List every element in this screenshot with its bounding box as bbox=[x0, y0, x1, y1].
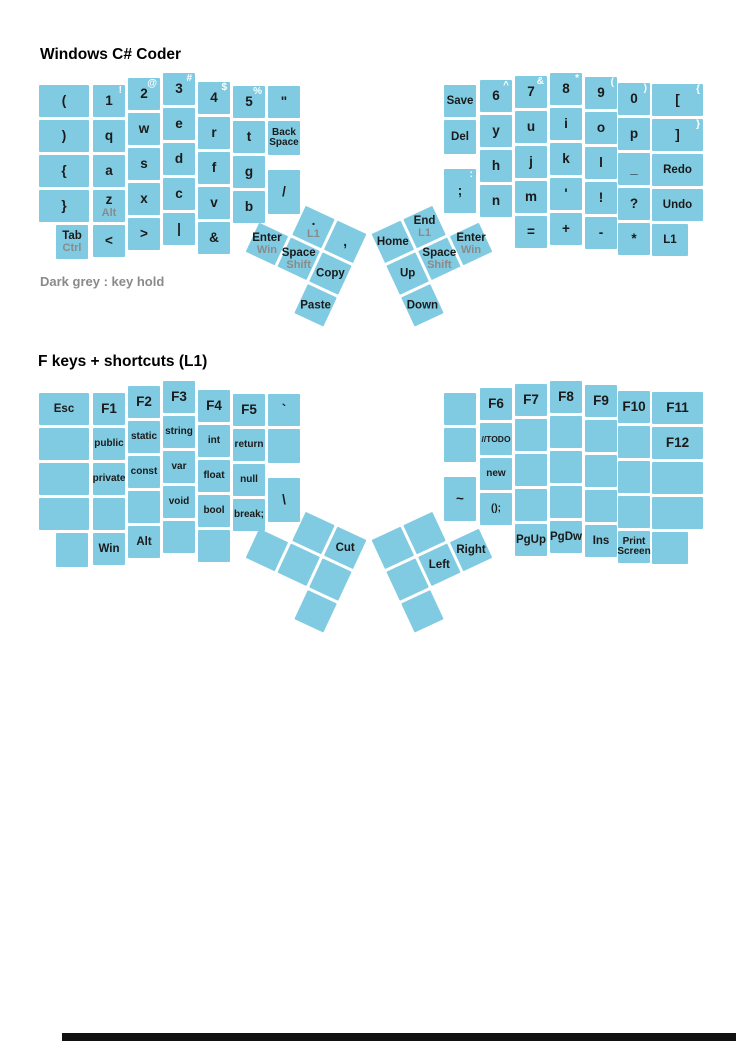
key-label: void bbox=[168, 495, 190, 507]
key-shift-label: @ bbox=[147, 78, 157, 89]
key-symbol bbox=[268, 86, 300, 118]
key-blank bbox=[39, 463, 89, 495]
key-blank bbox=[294, 590, 337, 633]
layout1-title: Windows C# Coder bbox=[40, 46, 182, 63]
key-i bbox=[550, 108, 582, 140]
key-blank bbox=[585, 490, 617, 522]
key-blank bbox=[268, 429, 300, 463]
key-shift-label: ! bbox=[118, 85, 122, 96]
key-symbol bbox=[618, 153, 650, 185]
key-5 bbox=[233, 86, 265, 118]
key-new bbox=[480, 458, 512, 490]
key-down bbox=[401, 284, 444, 327]
key-label: Right bbox=[456, 543, 486, 556]
key-label: 4 bbox=[210, 89, 218, 105]
key-win bbox=[93, 533, 125, 565]
key-blank bbox=[39, 428, 89, 460]
key-symbol bbox=[268, 478, 300, 522]
key-label: return bbox=[234, 438, 264, 450]
key-blank bbox=[401, 590, 444, 633]
key-label: o bbox=[596, 119, 606, 135]
key-null bbox=[233, 464, 265, 496]
key-f2 bbox=[128, 386, 160, 418]
key-8 bbox=[550, 73, 582, 105]
key-blank bbox=[618, 426, 650, 458]
key-label: Back Space bbox=[269, 126, 299, 148]
key-g bbox=[233, 156, 265, 188]
key-public bbox=[93, 428, 125, 460]
key-label: Space bbox=[281, 246, 316, 259]
key-string bbox=[163, 416, 195, 448]
key-label: new bbox=[486, 467, 506, 479]
key-label: y bbox=[492, 122, 500, 138]
key-symbol bbox=[618, 188, 650, 220]
key-label: , bbox=[343, 233, 348, 249]
key-f10 bbox=[618, 391, 650, 423]
key-symbol bbox=[93, 225, 125, 257]
key-label: 9 bbox=[597, 84, 605, 100]
key-label: \ bbox=[282, 491, 286, 507]
key-label: const bbox=[130, 465, 158, 477]
key-label: PgUp bbox=[515, 533, 547, 546]
key-label: Up bbox=[399, 267, 416, 280]
key-blank bbox=[39, 498, 89, 530]
key-blank bbox=[550, 451, 582, 483]
key-symbol bbox=[128, 218, 160, 250]
key-l bbox=[585, 147, 617, 179]
key-label: i bbox=[564, 115, 568, 131]
key-shift-label: : bbox=[469, 169, 473, 180]
key-label: b bbox=[244, 198, 254, 214]
key-6 bbox=[480, 80, 512, 112]
key-print-screen bbox=[618, 531, 650, 563]
key-esc bbox=[39, 393, 89, 425]
key-label: ) bbox=[61, 127, 67, 143]
key-label: F1 bbox=[101, 400, 117, 416]
key-f7 bbox=[515, 384, 547, 416]
key-label: F9 bbox=[593, 392, 609, 408]
key-label: f bbox=[211, 159, 217, 175]
key-f3 bbox=[163, 381, 195, 413]
key-f8 bbox=[550, 381, 582, 413]
key-hold-label: Alt bbox=[101, 207, 117, 220]
key-label: z bbox=[105, 191, 113, 207]
key-label: //TODO bbox=[481, 433, 511, 444]
key-r bbox=[198, 117, 230, 149]
key-label: v bbox=[210, 194, 218, 210]
key-todo bbox=[480, 423, 512, 455]
key-z bbox=[93, 190, 125, 222]
key-blank bbox=[93, 498, 125, 530]
key-y bbox=[480, 115, 512, 147]
key-return bbox=[233, 429, 265, 461]
key-label: F6 bbox=[488, 395, 504, 411]
key-blank bbox=[198, 530, 230, 562]
key-label: a bbox=[105, 162, 113, 178]
key-private bbox=[93, 463, 125, 495]
key-blank bbox=[618, 461, 650, 493]
key-label: Left bbox=[428, 558, 450, 571]
key-label: bool bbox=[203, 504, 225, 516]
key-static bbox=[128, 421, 160, 453]
key-blank bbox=[550, 486, 582, 518]
footer-bar bbox=[62, 1033, 736, 1041]
key-symbol bbox=[39, 155, 89, 187]
key-label: Print Screen bbox=[617, 535, 651, 557]
key-label: Save bbox=[446, 94, 474, 107]
key-pgdw bbox=[550, 521, 582, 553]
key-label: F3 bbox=[171, 388, 187, 404]
key-symbol bbox=[39, 85, 89, 117]
key-t bbox=[233, 121, 265, 153]
key-n bbox=[480, 185, 512, 217]
key-label: private bbox=[92, 472, 126, 484]
key-save bbox=[444, 85, 476, 117]
key-label: Alt bbox=[136, 535, 152, 548]
key-symbol bbox=[585, 217, 617, 249]
key-label: 8 bbox=[562, 80, 570, 96]
key-hold-label: Ctrl bbox=[62, 241, 82, 254]
key-label: Home bbox=[376, 235, 409, 248]
key-label: 7 bbox=[527, 83, 535, 99]
layout2-title: F keys + shortcuts (L1) bbox=[38, 353, 208, 370]
key-label: float bbox=[203, 469, 225, 481]
key-label: string bbox=[165, 425, 193, 437]
key-label: PgDw bbox=[550, 530, 582, 543]
key-label: h bbox=[491, 157, 501, 173]
key-label: ? bbox=[629, 195, 639, 211]
key-symbol bbox=[444, 169, 476, 213]
key-label: F5 bbox=[241, 401, 257, 417]
key-symbol bbox=[618, 223, 650, 255]
key-blank bbox=[515, 419, 547, 451]
key-shift-label: $ bbox=[221, 82, 227, 93]
key-label: ` bbox=[281, 401, 287, 417]
key-label: 0 bbox=[630, 90, 638, 106]
key-label: + bbox=[562, 220, 570, 236]
key-w bbox=[128, 113, 160, 145]
key-label: Space bbox=[422, 246, 457, 259]
key-s bbox=[128, 148, 160, 180]
key-int bbox=[198, 425, 230, 457]
key-label: Enter bbox=[456, 231, 486, 244]
key-f bbox=[198, 152, 230, 184]
key-alt bbox=[128, 526, 160, 558]
key-label: F11 bbox=[666, 399, 689, 415]
key-redo bbox=[652, 154, 703, 186]
key-q bbox=[93, 120, 125, 152]
key-m bbox=[515, 181, 547, 213]
key-b bbox=[233, 191, 265, 223]
key-symbol bbox=[444, 477, 476, 521]
key-shift-label: } bbox=[696, 119, 700, 130]
key-f5 bbox=[233, 394, 265, 426]
key-ins bbox=[585, 525, 617, 557]
key-h bbox=[480, 150, 512, 182]
key-label: g bbox=[244, 163, 254, 179]
key-label: } bbox=[61, 197, 67, 213]
key-f11 bbox=[652, 392, 703, 424]
key-const bbox=[128, 456, 160, 488]
key-label: p bbox=[629, 125, 639, 141]
key-label: var bbox=[171, 460, 187, 472]
key-label: Down bbox=[406, 299, 439, 312]
key-blank bbox=[618, 496, 650, 528]
key-label: Esc bbox=[53, 402, 75, 415]
key-hold-label: L1 bbox=[307, 228, 320, 241]
key-blank bbox=[515, 454, 547, 486]
key-hold-label: Shift bbox=[286, 258, 311, 271]
key-label: 6 bbox=[492, 87, 500, 103]
key-label: d bbox=[174, 150, 184, 166]
key-label: t bbox=[246, 128, 252, 144]
key-label: null bbox=[240, 473, 258, 485]
key-j bbox=[515, 146, 547, 178]
key-blank bbox=[652, 462, 703, 494]
key-label: Del bbox=[451, 130, 469, 143]
key-label: > bbox=[140, 225, 148, 241]
key-label: e bbox=[175, 115, 183, 131]
key-7 bbox=[515, 76, 547, 108]
key-label: Ins bbox=[592, 534, 610, 547]
key-label: Redo bbox=[663, 163, 692, 176]
key-f9 bbox=[585, 385, 617, 417]
key-shift-label: * bbox=[575, 73, 579, 84]
key-label: F4 bbox=[206, 397, 222, 413]
key-label: l bbox=[599, 154, 603, 170]
key-label: public bbox=[94, 437, 124, 449]
key-label: | bbox=[177, 220, 181, 236]
key-label: F12 bbox=[665, 434, 690, 450]
key-label: / bbox=[282, 183, 286, 199]
key-label: End bbox=[413, 214, 436, 227]
key-symbol bbox=[39, 120, 89, 152]
key-shift-label: & bbox=[536, 76, 544, 87]
key-blank bbox=[585, 420, 617, 452]
key-symbol bbox=[268, 170, 300, 214]
key-e bbox=[163, 108, 195, 140]
key-label: 5 bbox=[245, 93, 253, 109]
key-c bbox=[163, 178, 195, 210]
key-label: k bbox=[562, 150, 570, 166]
key-blank bbox=[652, 532, 688, 564]
key-label: static bbox=[130, 430, 158, 442]
key-f4 bbox=[198, 390, 230, 422]
key-label: r bbox=[211, 124, 217, 140]
key-blank bbox=[515, 489, 547, 521]
key-blank bbox=[56, 533, 88, 567]
key-hold-label: Win bbox=[461, 243, 482, 256]
key-label: 2 bbox=[140, 85, 148, 101]
key-label: w bbox=[138, 120, 150, 136]
key-label: F2 bbox=[136, 393, 152, 409]
key-label: = bbox=[527, 223, 535, 239]
key-label: n bbox=[491, 192, 501, 208]
key-label: { bbox=[61, 162, 67, 178]
key-a bbox=[93, 155, 125, 187]
key-u bbox=[515, 111, 547, 143]
key-label: Paste bbox=[300, 299, 331, 312]
key-symbol bbox=[652, 84, 703, 116]
key-label: x bbox=[140, 190, 148, 206]
legend-note: Dark grey : key hold bbox=[40, 274, 165, 289]
key-label: < bbox=[105, 232, 113, 248]
key-label: Tab bbox=[62, 229, 82, 242]
key-label: [ bbox=[675, 91, 680, 107]
key-blank bbox=[444, 428, 476, 462]
key-hold-label: Win bbox=[256, 243, 277, 256]
key-del bbox=[444, 120, 476, 154]
key-label: (); bbox=[491, 502, 501, 514]
key-f1 bbox=[93, 393, 125, 425]
key-v bbox=[198, 187, 230, 219]
key-back-space bbox=[268, 121, 300, 155]
key-9 bbox=[585, 77, 617, 109]
key-label: F10 bbox=[622, 398, 646, 414]
key-label: q bbox=[104, 127, 114, 143]
key-label: Win bbox=[98, 542, 120, 555]
key-label: c bbox=[175, 185, 183, 201]
key-k bbox=[550, 143, 582, 175]
key-label: Undo bbox=[662, 198, 693, 211]
key-label: 1 bbox=[105, 92, 113, 108]
key-break bbox=[233, 499, 265, 531]
key-label: & bbox=[209, 229, 219, 245]
key-blank bbox=[163, 521, 195, 553]
key-float bbox=[198, 460, 230, 492]
key-symbol bbox=[550, 178, 582, 210]
key-f6 bbox=[480, 388, 512, 420]
key-p bbox=[618, 118, 650, 150]
key-label: Cut bbox=[335, 541, 355, 554]
key-blank bbox=[652, 497, 703, 529]
key-shift-label: ^ bbox=[503, 80, 509, 91]
key-label: ~ bbox=[456, 490, 464, 506]
key-x bbox=[128, 183, 160, 215]
key-shift-label: % bbox=[253, 86, 262, 97]
key-symbol bbox=[163, 213, 195, 245]
key-blank bbox=[128, 491, 160, 523]
key-symbol bbox=[515, 216, 547, 248]
key-label: F7 bbox=[523, 391, 539, 407]
key-label: * bbox=[631, 230, 637, 246]
key-shift-label: ( bbox=[610, 77, 614, 88]
key-label: ( bbox=[61, 92, 67, 108]
key-label: Enter bbox=[252, 231, 282, 244]
key-var bbox=[163, 451, 195, 483]
key-symbol bbox=[39, 190, 89, 222]
key-label: Copy bbox=[316, 267, 345, 280]
key-void bbox=[163, 486, 195, 518]
key-tab bbox=[56, 225, 88, 259]
key-paste bbox=[294, 284, 337, 327]
key-3 bbox=[163, 73, 195, 105]
key-4 bbox=[198, 82, 230, 114]
key-2 bbox=[128, 78, 160, 110]
key-symbol bbox=[550, 213, 582, 245]
key-undo bbox=[652, 189, 703, 221]
key-hold-label: L1 bbox=[418, 227, 431, 240]
key-symbol bbox=[652, 119, 703, 151]
key-blank bbox=[550, 416, 582, 448]
key-l1 bbox=[652, 224, 688, 256]
key-symbol bbox=[585, 182, 617, 214]
key-0 bbox=[618, 83, 650, 115]
key-f12 bbox=[652, 427, 703, 459]
key-label: break; bbox=[233, 508, 264, 520]
key-shift-label: # bbox=[186, 73, 192, 84]
key-label: _ bbox=[630, 160, 638, 176]
key-hold-label: Shift bbox=[427, 258, 452, 271]
key-label: ' bbox=[564, 185, 568, 201]
key-label: s bbox=[140, 155, 148, 171]
key-shift-label: ) bbox=[643, 83, 647, 94]
key-label: . bbox=[311, 212, 316, 228]
key-shift-label: { bbox=[696, 84, 700, 95]
key-label: " bbox=[280, 93, 288, 109]
key-label: ] bbox=[675, 126, 680, 142]
key-symbol bbox=[198, 222, 230, 254]
key-blank bbox=[585, 455, 617, 487]
key-label: m bbox=[524, 188, 537, 204]
key-label: u bbox=[526, 118, 536, 134]
key-label: ; bbox=[457, 182, 463, 198]
key-label: - bbox=[598, 224, 604, 240]
key-label: ! bbox=[598, 189, 604, 205]
key-symbol bbox=[480, 493, 512, 525]
key-label: F8 bbox=[558, 388, 574, 404]
key-label: j bbox=[529, 153, 533, 169]
key-symbol bbox=[268, 394, 300, 426]
key-1 bbox=[93, 85, 125, 117]
key-bool bbox=[198, 495, 230, 527]
key-d bbox=[163, 143, 195, 175]
key-o bbox=[585, 112, 617, 144]
key-blank bbox=[444, 393, 476, 425]
key-pgup bbox=[515, 524, 547, 556]
key-label: 3 bbox=[175, 80, 183, 96]
key-label: L1 bbox=[663, 233, 677, 246]
key-label: int bbox=[207, 434, 221, 446]
